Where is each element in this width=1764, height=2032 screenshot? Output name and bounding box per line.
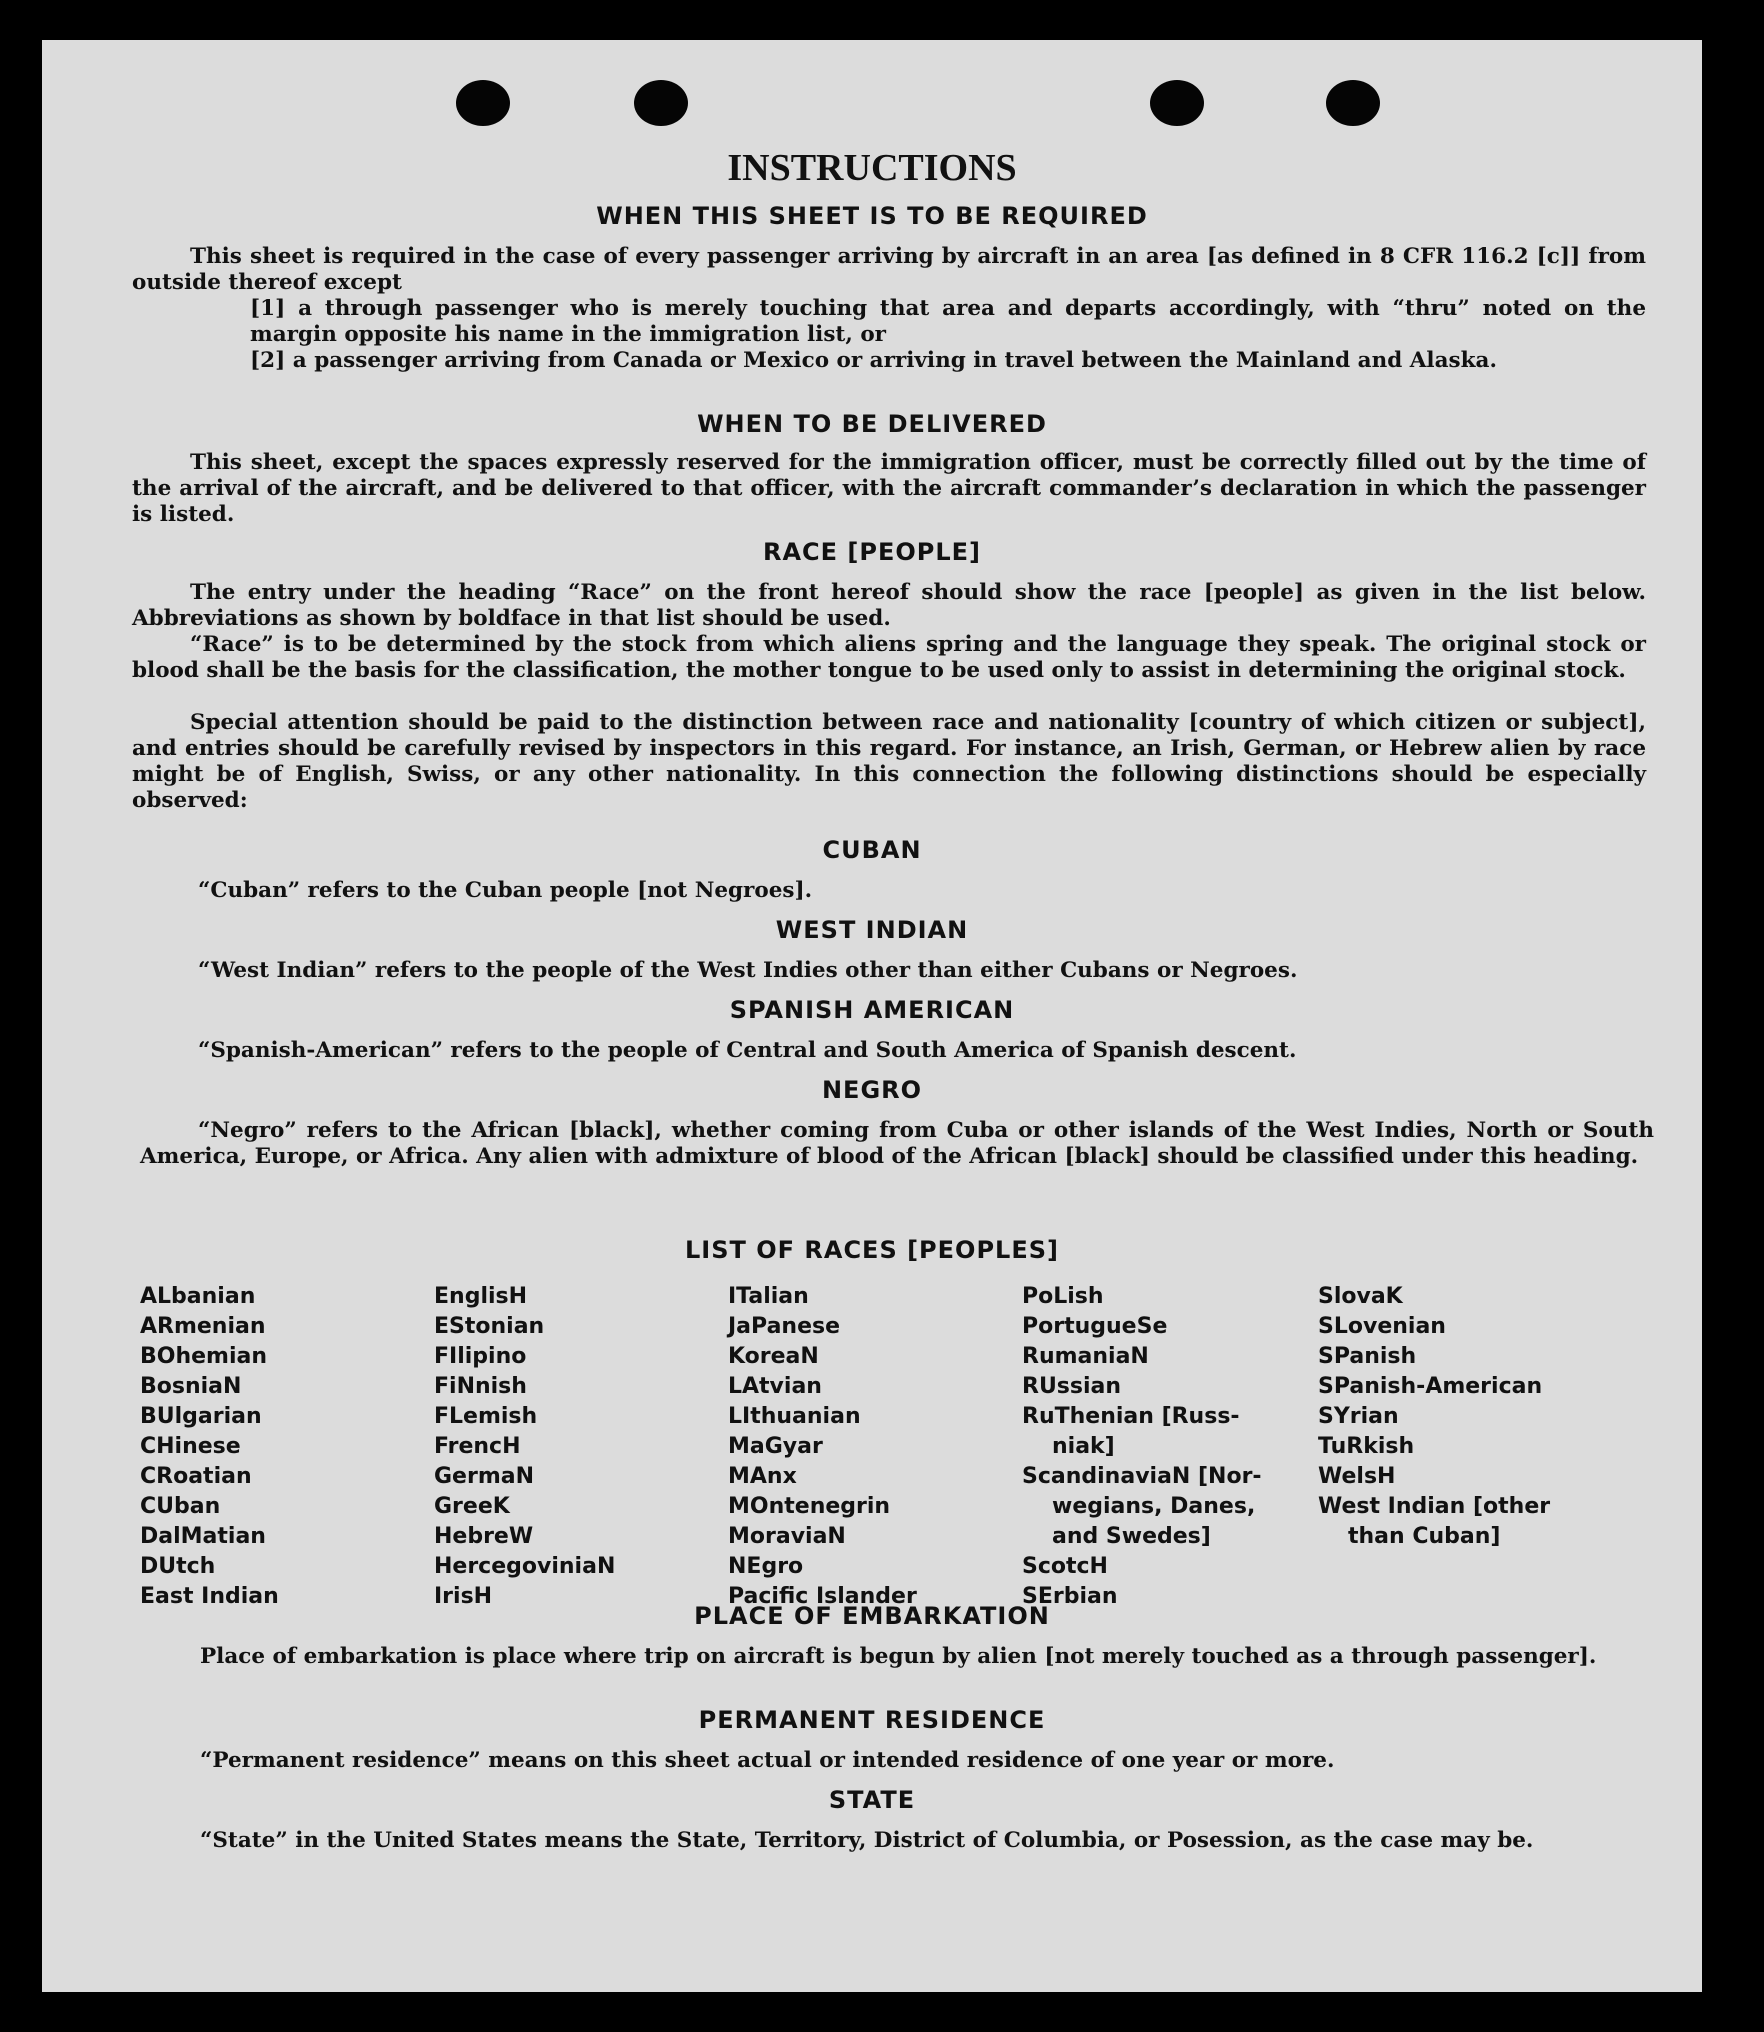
race-entry: SlovaK	[1318, 1284, 1403, 1309]
race-entry: ITalian	[728, 1284, 809, 1309]
race-entry: ScotcH	[1022, 1554, 1108, 1579]
race-entry: TuRkish	[1318, 1434, 1415, 1459]
race-entry: FrencH	[434, 1434, 521, 1459]
heading-cuban: CUBAN	[822, 836, 922, 864]
race-entry: IrisH	[434, 1584, 493, 1609]
heading-state: STATE	[828, 1786, 916, 1814]
race-entry: SLovenian	[1318, 1314, 1446, 1339]
races-column-1	[140, 1282, 279, 1612]
race-entry: WelsH	[1318, 1464, 1396, 1489]
race-entry: NEgro	[728, 1554, 804, 1579]
heading-when-required: WHEN THIS SHEET IS TO BE REQUIRED	[596, 202, 1148, 230]
race-entry: LIthuanian	[728, 1404, 861, 1429]
punch-hole	[634, 80, 688, 126]
delivered-text: This sheet, except the spaces expressly reserved for the immigration officer, must be correctly filled out by the time of the arrival of the aircraft, and be delivered to that officer, with the aircraft commander’s declaration in which the passenger is listed.	[132, 450, 1646, 527]
race-entry: and Swedes]	[1052, 1524, 1211, 1549]
race-entry: PortugueSe	[1022, 1314, 1168, 1339]
race-entry: MOntenegrin	[728, 1494, 891, 1519]
punch-hole	[1150, 80, 1204, 126]
race-entry: RumaniaN	[1022, 1344, 1149, 1369]
race-entry: MaGyar	[728, 1434, 823, 1459]
required-item-2: [2] a passenger arriving from Canada or Mexico or arriving in travel between the Mainland and Alaska.	[250, 348, 1497, 373]
race-paragraph-1: The entry under the heading “Race” on the front hereof should show the race [people] as given in the list below. Abbreviations as shown by boldface in that list should be used.	[132, 580, 1646, 631]
punch-hole	[1326, 80, 1380, 126]
race-entry: SPanish	[1318, 1344, 1417, 1369]
race-entry: ScandinaviaN [Nor-	[1022, 1464, 1262, 1489]
race-entry: GermaN	[434, 1464, 535, 1489]
race-entry: DalMatian	[140, 1524, 266, 1549]
heading-list-of-races: LIST OF RACES [PEOPLES]	[685, 1236, 1059, 1264]
required-item-1: [1] a through passenger who is merely touching that area and departs accordingly, with “thru” noted on the margin opposite his name in the immigration list, or	[250, 296, 1646, 347]
race-entry: KoreaN	[728, 1344, 819, 1369]
race-entry: Pacific Islander	[728, 1584, 917, 1609]
race-entry: West Indian [other	[1318, 1494, 1551, 1519]
race-entry: CUban	[140, 1494, 221, 1519]
race-entry: FIlipino	[434, 1344, 527, 1369]
races-column-2	[434, 1282, 615, 1612]
race-entry: CHinese	[140, 1434, 241, 1459]
race-paragraph-2: “Race” is to be determined by the stock from which aliens spring and the language they speak. The original stock or blood shall be the basis for the classification, the mother tongue to be used only to assist in determining the original stock.	[132, 632, 1646, 683]
heading-permanent-residence: PERMANENT RESIDENCE	[698, 1706, 1046, 1734]
negro-text: “Negro” refers to the African [black], whether coming from Cuba or other islands of the West Indies, North or South America, Europe, or Africa. Any alien with admixture of blood of the African [black] should be classified under this heading.	[140, 1118, 1654, 1169]
races-column-4	[1022, 1282, 1262, 1612]
race-entry: EnglisH	[434, 1284, 528, 1309]
race-entry: DUtch	[140, 1554, 216, 1579]
race-entry: BUlgarian	[140, 1404, 262, 1429]
races-column-5	[1318, 1282, 1550, 1552]
race-entry: PoLish	[1022, 1284, 1104, 1309]
race-entry: RUssian	[1022, 1374, 1122, 1399]
heading-embarkation: PLACE OF EMBARKATION	[694, 1602, 1050, 1630]
race-paragraph-3: Special attention should be paid to the distinction between race and nationality [country of which citizen or subject], and entries should be carefully revised by inspectors in this regard. For instance, an Irish, German, or Hebrew alien by race might be of English, Swiss, or any other nationality. In this connection the following distinctions should be especially observed:	[132, 710, 1646, 813]
race-entry: East Indian	[140, 1584, 279, 1609]
race-entry: MAnx	[728, 1464, 797, 1489]
race-entry: wegians, Danes,	[1052, 1494, 1256, 1519]
race-entry: JaPanese	[728, 1314, 841, 1339]
residence-text: “Permanent residence” means on this sheet actual or intended residence of one year or more.	[200, 1748, 1335, 1773]
heading-west-indian: WEST INDIAN	[775, 916, 969, 944]
punch-hole	[456, 80, 510, 126]
heading-race: RACE [PEOPLE]	[762, 538, 982, 566]
race-entry: HebreW	[434, 1524, 534, 1549]
race-entry: SPanish-American	[1318, 1374, 1543, 1399]
heading-spanish-american: SPANISH AMERICAN	[729, 996, 1015, 1024]
race-entry: FiNnish	[434, 1374, 527, 1399]
race-entry: ARmenian	[140, 1314, 266, 1339]
race-entry: RuThenian [Russ-	[1022, 1404, 1240, 1429]
race-entry: LAtvian	[728, 1374, 822, 1399]
race-entry: SYrian	[1318, 1404, 1399, 1429]
races-column-3	[728, 1282, 917, 1612]
race-entry: GreeK	[434, 1494, 510, 1519]
cuban-text: “Cuban” refers to the Cuban people [not Negroes].	[198, 878, 813, 903]
page-title: INSTRUCTIONS	[727, 147, 1017, 189]
document-page	[42, 40, 1702, 1992]
race-entry: MoraviaN	[728, 1524, 846, 1549]
race-entry: ALbanian	[140, 1284, 256, 1309]
state-text: “State” in the United States means the State, Territory, District of Columbia, or Posession, as the case may be.	[200, 1828, 1534, 1853]
embarkation-text: Place of embarkation is place where trip on aircraft is begun by alien [not merely touched as a through passenger].	[200, 1644, 1597, 1669]
race-entry: CRoatian	[140, 1464, 252, 1489]
race-entry: FLemish	[434, 1404, 538, 1429]
race-entry: than Cuban]	[1348, 1524, 1501, 1549]
race-entry: SErbian	[1022, 1584, 1118, 1609]
race-entry: niak]	[1052, 1434, 1115, 1459]
west-indian-text: “West Indian” refers to the people of the West Indies other than either Cubans or Negroes.	[198, 958, 1298, 983]
race-entry: HercegoviniaN	[434, 1554, 616, 1579]
spanish-american-text: “Spanish-American” refers to the people of Central and South America of Spanish descent.	[198, 1038, 1297, 1063]
heading-when-delivered: WHEN TO BE DELIVERED	[697, 410, 1047, 438]
required-intro: This sheet is required in the case of every passenger arriving by aircraft in an area [as defined in 8 CFR 116.2 [c]] from outside thereof except	[132, 244, 1646, 295]
heading-negro: NEGRO	[821, 1076, 923, 1104]
race-entry: BOhemian	[140, 1344, 268, 1369]
race-entry: EStonian	[434, 1314, 545, 1339]
race-entry: BosniaN	[140, 1374, 242, 1399]
